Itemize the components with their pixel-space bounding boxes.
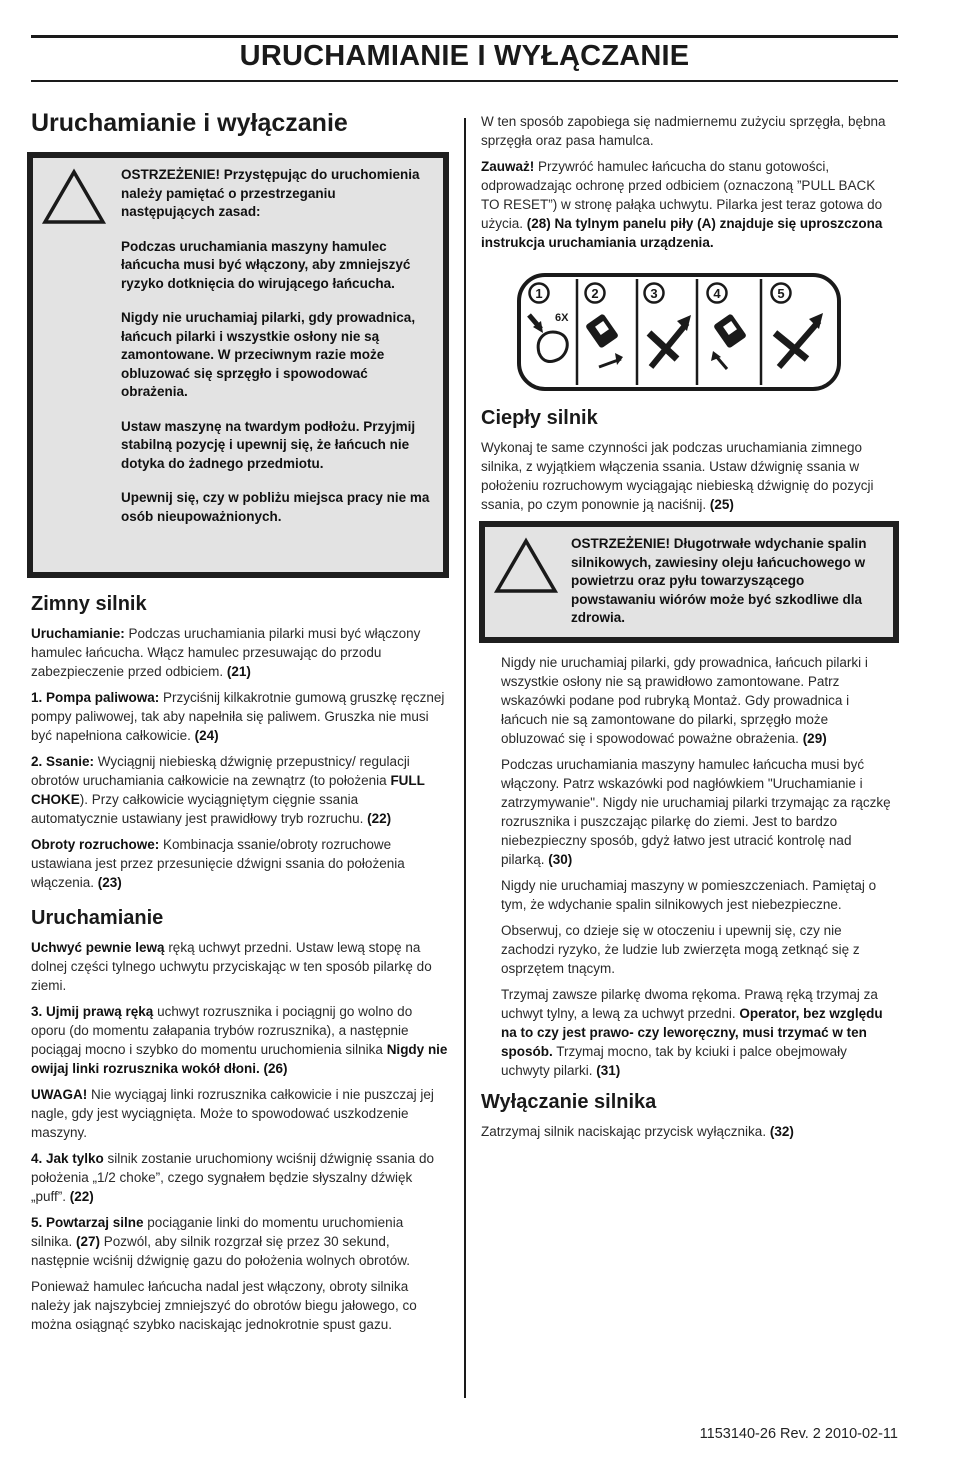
paragraph: 4. Jak tylko silnik zostanie uruchomiony wciśnij dźwignię ssania do położenia „1/2 choke”, czego sygnałem będzie słyszalny dźwięk „puff”. (22) (31, 1151, 434, 1204)
warning-paragraph: Nigdy nie uruchamiaj pilarki, gdy prowadnica, łańcuch pilarki i wszystkie osłony nie są zamontowane. W przeciwnym razie może obluzować się sprzęgło i spowodować obrażenia. (121, 310, 416, 399)
paragraph: Podczas uruchamiania maszyny hamulec łańcucha musi być włączony. Patrz wskazówki pod nagłówkiem "Uruchamianie i zatrzymywanie". Nigdy nie uruchamiaj pilarki trzymając za rączkę rozrusznika i puszczając pilarkę do ziemi. Jest to bardzo niebezpieczny sposób, gdyż łatwo jest utracić kontrolę nad pilarką. (30) (501, 757, 891, 867)
page-header-title: URUCHAMIANIE I WYŁĄCZANIE (239, 40, 690, 72)
svg-text:1: 1 (535, 286, 543, 301)
warning-paragraph: OSTRZEŻENIE! Długotrwałe wdychanie spalin silnikowych, zawiesiny oleju łańcuchowego w powietrzu oraz pyłu towarzyszącego powstawaniu wiórów może być szkodliwe dla zdrowia. (571, 536, 867, 625)
paragraph: Zauważ! Przywróć hamulec łańcucha do stanu gotowości, odprowadzając ochronę przed odbiciem (oznaczoną ”PULL BACK TO RESET”) w stronę pałąka uchwytu. Pilarka jest teraz gotowa do użycia. (28) Na tylnym panelu piły (A) znajduje się uproszczona instrukcja uruchamiania urządzenia. (481, 159, 883, 250)
step-number-icon (530, 284, 549, 303)
paragraph: W ten sposób zapobiega się nadmiernemu zużyciu sprzęgła, bębna sprzęgła oraz pasa hamulca. (481, 114, 886, 148)
paragraph: 5. Powtarzaj silne pociąganie linki do momentu uruchomienia silnika. (27) Pozwól, aby silnik rozgrzał się przez 30 sekund, następnie wciśnij dźwignię gazu do położenia wolnych obrotów. (31, 1215, 410, 1268)
warning-text (121, 158, 443, 536)
header-rule-bottom (31, 80, 898, 82)
section-title: Uruchamianie i wyłączanie (31, 109, 348, 137)
paragraph: Zatrzymaj silnik naciskając przycisk wyłącznika. (32) (481, 1124, 794, 1139)
subheading-warm-engine: Ciepły silnik (481, 407, 598, 429)
subheading-stop-engine: Wyłączanie silnika (481, 1091, 657, 1113)
svg-text:3: 3 (650, 286, 658, 301)
warning-text (571, 527, 893, 638)
paragraph: Obserwuj, co dzieje się w otoczeniu i upewnij się, czy nie zachodzi ryzyko, że ludzie lub zwierzęta mogą zetknąć się z osprzętem tnącym. (501, 923, 860, 976)
paragraph: 1. Pompa paliwowa: Przyciśnij kilkakrotnie gumową gruszkę ręcznej pompy paliwowej, tak aby napełniła się paliwem. Gruszka nie musi być napełniona całkowicie. (24) (31, 690, 445, 743)
paragraph: UWAGA! Nie wyciągaj linki rozrusznika całkowicie i nie puszczaj jej nagle, gdy jest wyciągnięta. Może to spowodować uszkodzenie maszyny. (31, 1087, 434, 1140)
step-number-icon (772, 284, 791, 303)
svg-text:5: 5 (777, 286, 785, 301)
paragraph: Trzymaj zawsze pilarkę dwoma rękoma. Prawą ręką trzymaj za uchwyt tylny, a lewą za uchwyt przedni. Operator, bez względu na to czy jest prawo- czy leworęczny, musi trzymać w ten sposób. Trzymaj mocno, tak by kciuki i palce obejmowały uchwyty pilarki. (31) (501, 987, 883, 1078)
step-number-icon (645, 284, 664, 303)
warning-triangle-icon (41, 168, 107, 226)
document-number: 1153140-26 Rev. 2 2010-02-11 (699, 1426, 898, 1442)
svg-text:6X: 6X (555, 312, 569, 324)
paragraph: Nigdy nie uruchamiaj pilarki, gdy prowadnica, łańcuch pilarki i wszystkie osłony nie są prawidłowo zamontowane. Patrz wskazówki podane pod rubryką Montaż. Gdy prowadnica i łańcuch nie są zamontowane do pilarki, sprzęgło może obluzować się i spowodować poważne obrażenia. (29) (501, 655, 868, 746)
paragraph: Wykonaj te same czynności jak podczas uruchamiania zimnego silnika, z wyjątkiem włączenia ssania. Ustaw dźwignię ssania w położeniu rozruchowym wyciągając niebieską dźwignię do pozycji ssania, po czym ponownie ją naciśnij. (25) (481, 440, 874, 512)
paragraph: Uchwyć pewnie lewą ręką uchwyt przedni. Ustaw lewą stopę na dolnej części tylnego uchwytu przyciskając w ten sposób pilarkę do ziemi. (31, 940, 432, 993)
warning-paragraph: Upewnij się, czy w pobliżu miejsca pracy nie ma osób nieupoważnionych. (121, 490, 430, 524)
paragraph: Nigdy nie uruchamiaj maszyny w pomieszczeniach. Pamiętaj o tym, że wdychanie spalin silnikowych jest niebezpieczne. (501, 878, 877, 912)
step-number-icon (586, 284, 605, 303)
warning-paragraph: Ustaw maszynę na twardym podłożu. Przyjmij stabilną pozycję i upewnij się, że łańcuch nie dotyka do żadnego przedmiotu. (121, 418, 416, 471)
warning-paragraph: Podczas uruchamiania maszyny hamulec łańcucha musi być włączony, aby zmniejszyć ryzyko dotknięcia do wirującego łańcucha. (121, 238, 411, 291)
paragraph: Ponieważ hamulec łańcucha nadal jest włączony, obroty silnika należy jak najszybciej zmniejszyć do obrotów biegu jałowego, co można osiągnąć szybko naciskając jednokrotnie spust gazu. (31, 1279, 417, 1332)
warning-box-exhaust (479, 521, 899, 643)
starting-steps-graphic (517, 273, 841, 391)
right-column (481, 112, 894, 1148)
subheading-cold-engine: Zimny silnik (31, 593, 147, 615)
paragraph: Obroty rozruchowe: Kombinacja ssanie/obroty rozruchowe ustawiana jest przez przesunięcie dźwigni ssania do położenia włączenia. (23) (31, 837, 405, 890)
safety-notes (481, 653, 894, 1080)
paragraph: 2. Ssanie: Wyciągnij niebieską dźwignię przepustnicy/ regulacji obrotów uruchamiania całkowicie na zewnątrz (to położenia FULL CHOKE). Przy całkowicie wyciągniętym cięgnie ssania automatycznie ustawiany jest prawidłowy tryb rozruchu. (22) (31, 754, 425, 826)
paragraph: 3. Ujmij prawą ręką uchwyt rozrusznika i pociągnij go wolno do oporu (do momentu załapania trybów rozrusznika), a następnie pociągaj mocno i szybko do momentu uruchomienia silnika Nigdy nie owijaj linki rozrusznika wokół dłoni. (26) (31, 1004, 448, 1076)
left-column (31, 108, 448, 1341)
svg-text:4: 4 (713, 286, 721, 301)
paragraph: Uruchamianie: Podczas uruchamiania pilarki musi być włączony hamulec łańcucha. Włącz hamulec przesuwając do przodu zabezpieczenie przed odbiciem. (21) (31, 626, 421, 679)
column-divider (464, 118, 466, 1398)
warning-paragraph: OSTRZEŻENIE! Przystępując do uruchomienia należy pamiętać o przestrzeganiu następujących zasad: (121, 167, 420, 219)
step-number-icon (708, 284, 727, 303)
warning-box-start (27, 152, 449, 578)
svg-text:2: 2 (591, 286, 599, 301)
header-rule-top (31, 35, 898, 38)
subheading-starting: Uruchamianie (31, 907, 164, 929)
warning-triangle-icon (493, 537, 559, 595)
